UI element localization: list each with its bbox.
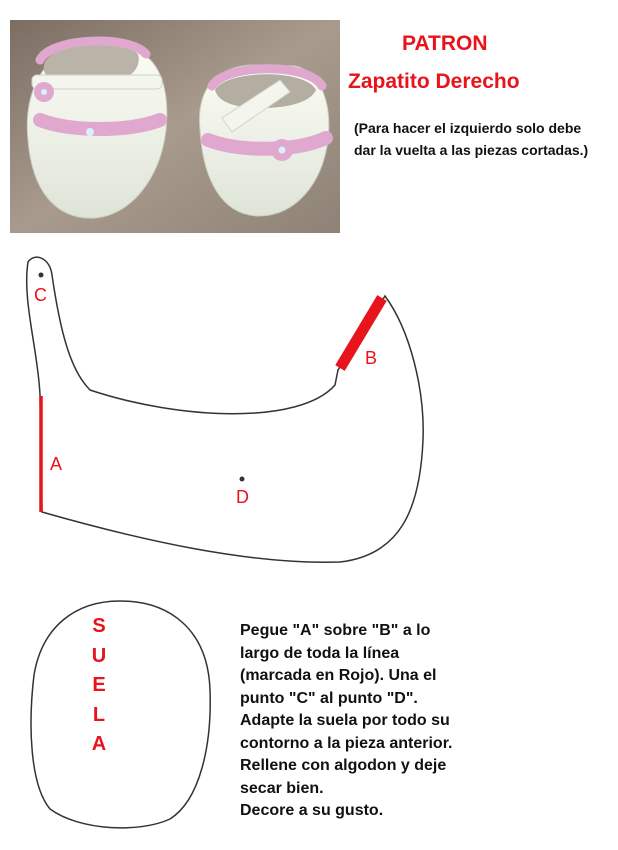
upper-pattern-piece xyxy=(0,245,618,585)
instruction-line: Pegue "A" sobre "B" a lo xyxy=(240,622,431,639)
point-d-dot xyxy=(240,477,245,482)
sole-letter: E xyxy=(92,674,106,696)
label-d: D xyxy=(236,487,249,507)
page-subtitle: Zapatito Derecho xyxy=(348,70,520,93)
instruction-line: Adapte la suela por todo su xyxy=(240,712,450,729)
sole-letter: A xyxy=(91,733,107,755)
instruction-line: secar bien. xyxy=(240,779,324,797)
sole-letter: S xyxy=(92,615,106,637)
left-shoe-note: (Para hacer el izquierdo solo debe dar la vuelta a las piezas cortadas.) xyxy=(354,120,589,158)
instruction-line: Rellene con algodon y deje xyxy=(240,757,447,774)
instruction-line: Decore a su gusto. xyxy=(240,802,384,819)
instruction-line: punto "C" al punto "D". xyxy=(240,689,418,707)
label-c: C xyxy=(34,285,47,305)
pattern-outline xyxy=(27,257,424,562)
shoes-photo xyxy=(10,20,340,233)
sole-label xyxy=(88,612,110,760)
point-c-dot xyxy=(39,273,44,278)
sole-letter: U xyxy=(91,644,107,667)
label-b: B xyxy=(365,348,378,368)
instruction-line: largo de toda la línea xyxy=(240,644,400,662)
sole-pattern-piece xyxy=(20,595,230,835)
page-title: PATRON xyxy=(402,32,488,55)
instructions xyxy=(240,620,540,823)
instruction-line: (marcada en Rojo). Una el xyxy=(240,667,437,684)
instruction-line: contorno a la pieza anterior. xyxy=(240,734,453,752)
label-a: A xyxy=(50,454,63,474)
sole-letter: L xyxy=(92,703,106,726)
